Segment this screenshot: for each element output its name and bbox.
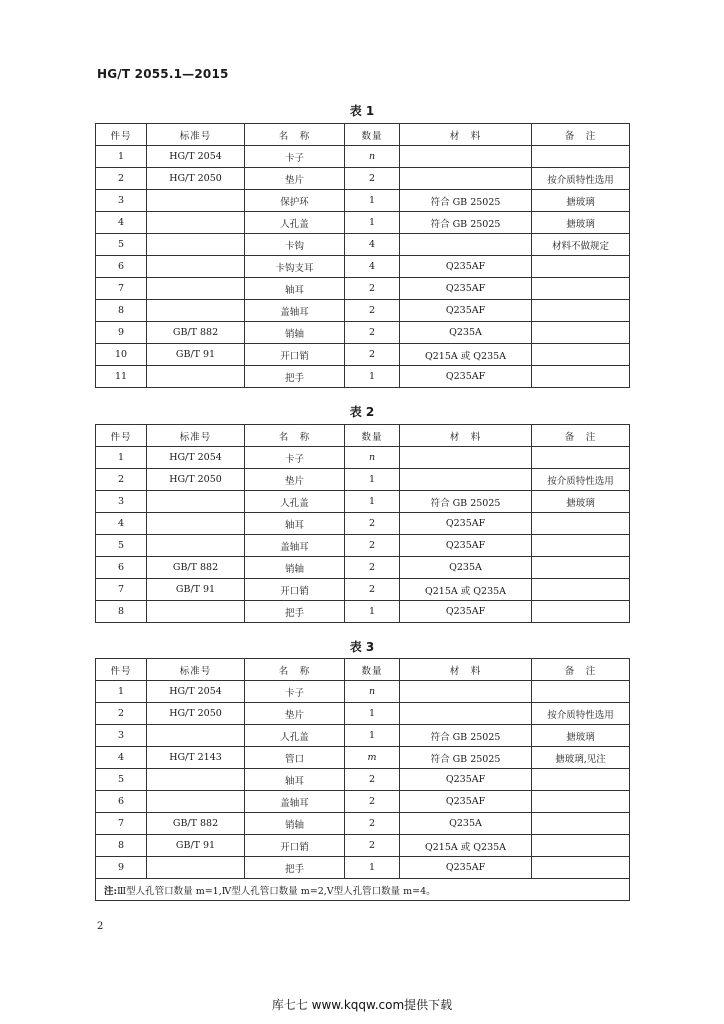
table-row bbox=[96, 791, 630, 813]
cell-standard-no: GB/T 91 bbox=[147, 579, 245, 601]
cell-standard-no bbox=[147, 725, 245, 747]
cell-remarks: 搪玻璃 bbox=[532, 212, 630, 234]
cell-part-no: 11 bbox=[96, 366, 147, 388]
cell-name: 销轴 bbox=[245, 322, 345, 344]
column-header-standard-no: 标准号 bbox=[147, 124, 245, 146]
cell-standard-no bbox=[147, 513, 245, 535]
cell-quantity: 1 bbox=[345, 469, 400, 491]
column-header-standard-no: 标准号 bbox=[147, 425, 245, 447]
table-2-body bbox=[96, 447, 630, 623]
table-1-body bbox=[96, 146, 630, 388]
cell-quantity: 2 bbox=[345, 168, 400, 190]
cell-material: Q235A bbox=[400, 557, 532, 579]
cell-part-no: 7 bbox=[96, 579, 147, 601]
cell-standard-no bbox=[147, 212, 245, 234]
cell-name: 销轴 bbox=[245, 813, 345, 835]
cell-name: 盖轴耳 bbox=[245, 791, 345, 813]
cell-part-no: 9 bbox=[96, 857, 147, 879]
cell-material bbox=[400, 469, 532, 491]
cell-standard-no: GB/T 882 bbox=[147, 322, 245, 344]
cell-remarks: 搪玻璃,见注 bbox=[532, 747, 630, 769]
cell-part-no: 5 bbox=[96, 535, 147, 557]
cell-standard-no bbox=[147, 601, 245, 623]
cell-quantity: n bbox=[345, 681, 400, 703]
cell-material: Q235AF bbox=[400, 366, 532, 388]
table-row bbox=[96, 535, 630, 557]
cell-remarks bbox=[532, 447, 630, 469]
table-1-caption: 表 1 bbox=[349, 104, 375, 118]
cell-remarks bbox=[532, 857, 630, 879]
cell-material: Q235AF bbox=[400, 278, 532, 300]
table-row bbox=[96, 300, 630, 322]
table-row bbox=[96, 857, 630, 879]
cell-name: 把手 bbox=[245, 601, 345, 623]
cell-standard-no: GB/T 91 bbox=[147, 344, 245, 366]
table-row bbox=[96, 234, 630, 256]
cell-standard-no bbox=[147, 256, 245, 278]
cell-quantity: 2 bbox=[345, 535, 400, 557]
cell-quantity: 2 bbox=[345, 278, 400, 300]
cell-quantity: 4 bbox=[345, 256, 400, 278]
cell-quantity: 2 bbox=[345, 813, 400, 835]
note-text: Ⅲ型人孔管口数量 m=1,Ⅳ型人孔管口数量 m=2,Ⅴ型人孔管口数量 m=4。 bbox=[117, 885, 436, 897]
cell-remarks: 搪玻璃 bbox=[532, 190, 630, 212]
table-row bbox=[96, 747, 630, 769]
cell-material: Q215A 或 Q235A bbox=[400, 344, 532, 366]
cell-material: Q235AF bbox=[400, 857, 532, 879]
table-row bbox=[96, 469, 630, 491]
cell-remarks: 按介质特性选用 bbox=[532, 469, 630, 491]
cell-quantity: 4 bbox=[345, 234, 400, 256]
cell-material: Q235AF bbox=[400, 513, 532, 535]
column-header-remarks: 备 注 bbox=[532, 659, 630, 681]
cell-material: 符合 GB 25025 bbox=[400, 725, 532, 747]
table-row bbox=[96, 146, 630, 168]
cell-name: 开口销 bbox=[245, 579, 345, 601]
table-3-note-row bbox=[96, 879, 630, 901]
cell-remarks: 搪玻璃 bbox=[532, 491, 630, 513]
cell-remarks bbox=[532, 300, 630, 322]
cell-standard-no: HG/T 2050 bbox=[147, 168, 245, 190]
cell-standard-no: HG/T 2054 bbox=[147, 681, 245, 703]
cell-standard-no bbox=[147, 535, 245, 557]
cell-part-no: 9 bbox=[96, 322, 147, 344]
cell-remarks bbox=[532, 513, 630, 535]
table-row bbox=[96, 344, 630, 366]
cell-part-no: 7 bbox=[96, 813, 147, 835]
cell-material: Q215A 或 Q235A bbox=[400, 835, 532, 857]
table-2-caption: 表 2 bbox=[349, 405, 375, 419]
cell-quantity: 2 bbox=[345, 769, 400, 791]
cell-name: 垫片 bbox=[245, 469, 345, 491]
column-header-material: 材 料 bbox=[400, 124, 532, 146]
cell-standard-no: HG/T 2050 bbox=[147, 703, 245, 725]
cell-quantity: 1 bbox=[345, 190, 400, 212]
column-header-quantity: 数量 bbox=[345, 659, 400, 681]
cell-quantity: n bbox=[345, 447, 400, 469]
cell-standard-no bbox=[147, 366, 245, 388]
table-2-header-row bbox=[96, 425, 630, 447]
cell-name: 人孔盖 bbox=[245, 725, 345, 747]
page-number: 2 bbox=[97, 921, 104, 932]
cell-standard-no bbox=[147, 791, 245, 813]
cell-standard-no bbox=[147, 491, 245, 513]
column-header-standard-no: 标准号 bbox=[147, 659, 245, 681]
cell-standard-no: HG/T 2050 bbox=[147, 469, 245, 491]
cell-standard-no bbox=[147, 234, 245, 256]
cell-quantity: 2 bbox=[345, 557, 400, 579]
cell-remarks: 材料不做规定 bbox=[532, 234, 630, 256]
cell-remarks bbox=[532, 256, 630, 278]
cell-remarks bbox=[532, 791, 630, 813]
cell-quantity: 1 bbox=[345, 857, 400, 879]
table-row bbox=[96, 681, 630, 703]
cell-standard-no bbox=[147, 300, 245, 322]
cell-material: Q235AF bbox=[400, 601, 532, 623]
cell-remarks bbox=[532, 146, 630, 168]
cell-quantity: 2 bbox=[345, 344, 400, 366]
cell-remarks bbox=[532, 344, 630, 366]
column-header-part-no: 件号 bbox=[96, 124, 147, 146]
table-row bbox=[96, 813, 630, 835]
table-row bbox=[96, 491, 630, 513]
cell-name: 卡钩 bbox=[245, 234, 345, 256]
cell-name: 开口销 bbox=[245, 835, 345, 857]
cell-material: Q215A 或 Q235A bbox=[400, 579, 532, 601]
cell-name: 盖轴耳 bbox=[245, 300, 345, 322]
column-header-quantity: 数量 bbox=[345, 425, 400, 447]
cell-name: 人孔盖 bbox=[245, 212, 345, 234]
cell-material: 符合 GB 25025 bbox=[400, 190, 532, 212]
cell-part-no: 1 bbox=[96, 146, 147, 168]
cell-part-no: 7 bbox=[96, 278, 147, 300]
cell-material: 符合 GB 25025 bbox=[400, 212, 532, 234]
cell-name: 轴耳 bbox=[245, 278, 345, 300]
cell-material bbox=[400, 168, 532, 190]
cell-part-no: 4 bbox=[96, 212, 147, 234]
cell-remarks bbox=[532, 813, 630, 835]
table-row bbox=[96, 579, 630, 601]
cell-part-no: 8 bbox=[96, 601, 147, 623]
cell-standard-no: GB/T 91 bbox=[147, 835, 245, 857]
cell-quantity: 1 bbox=[345, 725, 400, 747]
column-header-part-no: 件号 bbox=[96, 425, 147, 447]
cell-name: 垫片 bbox=[245, 703, 345, 725]
cell-part-no: 1 bbox=[96, 447, 147, 469]
cell-name: 卡子 bbox=[245, 681, 345, 703]
cell-name: 把手 bbox=[245, 366, 345, 388]
column-header-name: 名 称 bbox=[245, 124, 345, 146]
cell-remarks bbox=[532, 557, 630, 579]
cell-name: 把手 bbox=[245, 857, 345, 879]
cell-part-no: 8 bbox=[96, 300, 147, 322]
cell-remarks bbox=[532, 579, 630, 601]
cell-standard-no: HG/T 2143 bbox=[147, 747, 245, 769]
cell-quantity: 1 bbox=[345, 703, 400, 725]
table-row bbox=[96, 703, 630, 725]
table-1-header-row bbox=[96, 124, 630, 146]
cell-name: 盖轴耳 bbox=[245, 535, 345, 557]
note-label: 注: bbox=[104, 885, 118, 897]
column-header-material: 材 料 bbox=[400, 659, 532, 681]
table-row bbox=[96, 168, 630, 190]
cell-part-no: 8 bbox=[96, 835, 147, 857]
cell-name: 人孔盖 bbox=[245, 491, 345, 513]
table-2 bbox=[95, 424, 630, 623]
cell-part-no: 6 bbox=[96, 557, 147, 579]
cell-quantity: 2 bbox=[345, 791, 400, 813]
cell-standard-no: HG/T 2054 bbox=[147, 146, 245, 168]
cell-name: 垫片 bbox=[245, 168, 345, 190]
table-row bbox=[96, 447, 630, 469]
table-row bbox=[96, 322, 630, 344]
cell-name: 卡子 bbox=[245, 146, 345, 168]
cell-quantity: 2 bbox=[345, 300, 400, 322]
table-row bbox=[96, 513, 630, 535]
cell-remarks bbox=[532, 681, 630, 703]
cell-material bbox=[400, 234, 532, 256]
document-code: HG/T 2055.1—2015 bbox=[97, 67, 229, 81]
table-row bbox=[96, 725, 630, 747]
cell-standard-no bbox=[147, 769, 245, 791]
cell-remarks bbox=[532, 535, 630, 557]
cell-name: 轴耳 bbox=[245, 769, 345, 791]
cell-part-no: 4 bbox=[96, 747, 147, 769]
cell-standard-no: GB/T 882 bbox=[147, 813, 245, 835]
cell-material: 符合 GB 25025 bbox=[400, 747, 532, 769]
cell-name: 卡子 bbox=[245, 447, 345, 469]
cell-material: Q235AF bbox=[400, 535, 532, 557]
cell-remarks bbox=[532, 601, 630, 623]
cell-remarks bbox=[532, 769, 630, 791]
table-row bbox=[96, 256, 630, 278]
column-header-part-no: 件号 bbox=[96, 659, 147, 681]
cell-quantity: 2 bbox=[345, 322, 400, 344]
download-footer: 库七七 www.kqqw.com提供下载 bbox=[271, 998, 453, 1012]
cell-name: 轴耳 bbox=[245, 513, 345, 535]
cell-quantity: 2 bbox=[345, 579, 400, 601]
cell-quantity: 1 bbox=[345, 212, 400, 234]
cell-material: Q235AF bbox=[400, 256, 532, 278]
table-row bbox=[96, 366, 630, 388]
cell-material bbox=[400, 447, 532, 469]
cell-material bbox=[400, 146, 532, 168]
column-header-remarks: 备 注 bbox=[532, 425, 630, 447]
cell-part-no: 3 bbox=[96, 491, 147, 513]
cell-remarks: 按介质特性选用 bbox=[532, 168, 630, 190]
cell-material: Q235AF bbox=[400, 769, 532, 791]
cell-standard-no bbox=[147, 857, 245, 879]
cell-standard-no bbox=[147, 190, 245, 212]
cell-part-no: 2 bbox=[96, 469, 147, 491]
cell-material bbox=[400, 681, 532, 703]
column-header-quantity: 数量 bbox=[345, 124, 400, 146]
table-3 bbox=[95, 658, 630, 901]
cell-part-no: 1 bbox=[96, 681, 147, 703]
cell-quantity: 1 bbox=[345, 601, 400, 623]
cell-remarks bbox=[532, 322, 630, 344]
cell-material: Q235AF bbox=[400, 791, 532, 813]
column-header-name: 名 称 bbox=[245, 659, 345, 681]
table-3-caption: 表 3 bbox=[349, 640, 375, 654]
cell-part-no: 3 bbox=[96, 725, 147, 747]
cell-quantity: 1 bbox=[345, 491, 400, 513]
cell-part-no: 4 bbox=[96, 513, 147, 535]
cell-remarks: 按介质特性选用 bbox=[532, 703, 630, 725]
cell-quantity: 2 bbox=[345, 513, 400, 535]
cell-part-no: 5 bbox=[96, 234, 147, 256]
cell-remarks bbox=[532, 366, 630, 388]
cell-part-no: 2 bbox=[96, 168, 147, 190]
cell-quantity: n bbox=[345, 146, 400, 168]
cell-quantity: m bbox=[345, 747, 400, 769]
table-row bbox=[96, 190, 630, 212]
cell-standard-no: GB/T 882 bbox=[147, 557, 245, 579]
cell-part-no: 2 bbox=[96, 703, 147, 725]
cell-part-no: 5 bbox=[96, 769, 147, 791]
column-header-material: 材 料 bbox=[400, 425, 532, 447]
table-row bbox=[96, 278, 630, 300]
table-3-body bbox=[96, 681, 630, 879]
table-row bbox=[96, 769, 630, 791]
cell-remarks: 搪玻璃 bbox=[532, 725, 630, 747]
cell-name: 保护环 bbox=[245, 190, 345, 212]
column-header-remarks: 备 注 bbox=[532, 124, 630, 146]
table-1 bbox=[95, 123, 630, 388]
cell-quantity: 1 bbox=[345, 366, 400, 388]
cell-material: Q235A bbox=[400, 813, 532, 835]
cell-standard-no: HG/T 2054 bbox=[147, 447, 245, 469]
table-row bbox=[96, 212, 630, 234]
table-3-header-row bbox=[96, 659, 630, 681]
cell-material: 符合 GB 25025 bbox=[400, 491, 532, 513]
table-3-note bbox=[96, 879, 630, 901]
cell-name: 卡钩支耳 bbox=[245, 256, 345, 278]
cell-material: Q235A bbox=[400, 322, 532, 344]
column-header-name: 名 称 bbox=[245, 425, 345, 447]
cell-name: 开口销 bbox=[245, 344, 345, 366]
table-row bbox=[96, 601, 630, 623]
cell-part-no: 6 bbox=[96, 791, 147, 813]
cell-name: 销轴 bbox=[245, 557, 345, 579]
cell-remarks bbox=[532, 278, 630, 300]
cell-material: Q235AF bbox=[400, 300, 532, 322]
cell-part-no: 6 bbox=[96, 256, 147, 278]
cell-part-no: 3 bbox=[96, 190, 147, 212]
table-row bbox=[96, 835, 630, 857]
cell-part-no: 10 bbox=[96, 344, 147, 366]
cell-standard-no bbox=[147, 278, 245, 300]
cell-name: 管口 bbox=[245, 747, 345, 769]
table-row bbox=[96, 557, 630, 579]
cell-quantity: 2 bbox=[345, 835, 400, 857]
cell-material bbox=[400, 703, 532, 725]
cell-remarks bbox=[532, 835, 630, 857]
